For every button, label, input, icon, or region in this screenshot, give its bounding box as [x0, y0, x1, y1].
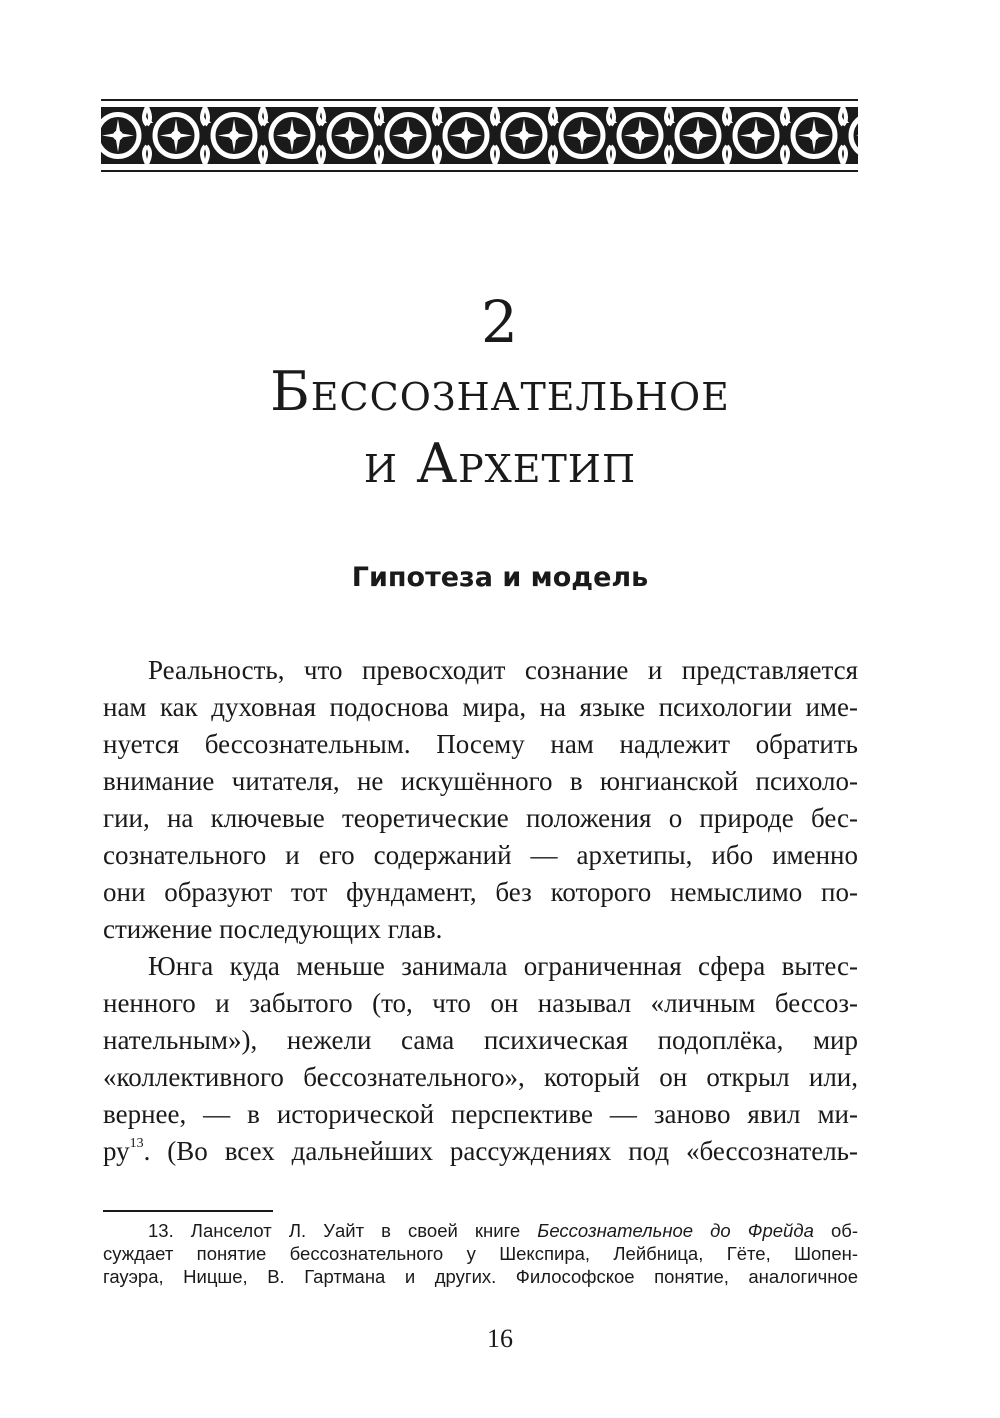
footnote-text: 13. Ланселот Л. Уайт в своей книге: [148, 1220, 538, 1241]
text-fragment: ру: [103, 1136, 130, 1166]
chapter-title-line-2: и Архетип: [363, 432, 637, 495]
footnote-reference[interactable]: 13: [129, 1136, 144, 1151]
text-line: внимание читателя, не искушённого в юнгианской психоло-: [103, 766, 858, 796]
text-line: «коллективного бессознательного», который он открыл или,: [103, 1062, 858, 1092]
body-text: [103, 652, 858, 1170]
footnote-line: суждает понятие бессознательного у Шекспира, Лейбница, Гёте, Шопен-: [103, 1243, 858, 1264]
text-line: гии, на ключевые теоретические положения о природе бес-: [103, 803, 858, 833]
text-line: Реальность, что превосходит сознание и представляется: [148, 655, 858, 685]
text-line: сознательного и его содержаний — архетипы, ибо именно: [103, 840, 858, 870]
text-line: нуется бессознательным. Посему нам надлежит обратить: [103, 729, 858, 759]
footnote-separator: [103, 1210, 273, 1212]
page-number: 16: [487, 1324, 513, 1353]
footnote-line: [103, 1219, 858, 1242]
chapter-number: 2: [481, 288, 519, 356]
footnote: [103, 1219, 858, 1288]
chapter-title-line-1: Бессознательное: [270, 360, 730, 423]
text-line: вернее, — в исторической перспективе — заново явил ми-: [103, 1099, 858, 1129]
text-line: [103, 1133, 858, 1170]
section-heading: Гипотеза и модель: [351, 562, 649, 593]
text-line: стижение последующих глав.: [103, 914, 443, 944]
decorative-ornament-band: [101, 99, 858, 172]
text-line: Юнга куда меньше занимала ограниченная сфера вытес-: [148, 951, 858, 981]
text-line: они образуют тот фундамент, без которого немыслимо по-: [103, 877, 858, 907]
text-line: нательным»), нежели сама психическая подоплёка, мир: [103, 1025, 858, 1055]
text-line: ненного и забытого (то, что он называл «личным бессоз-: [103, 988, 858, 1018]
text-fragment: . (Во всех дальнейших рассуждениях под «бессознатель-: [143, 1136, 858, 1166]
footnote-line: гауэра, Ницше, В. Гартмана и других. Философское понятие, аналогичное: [103, 1266, 858, 1287]
book-title: Бессознательное до Фрейда: [537, 1220, 814, 1241]
text-line: нам как духовная подоснова мира, на языке психологии име-: [103, 692, 858, 722]
footnote-text: об-: [813, 1220, 858, 1241]
